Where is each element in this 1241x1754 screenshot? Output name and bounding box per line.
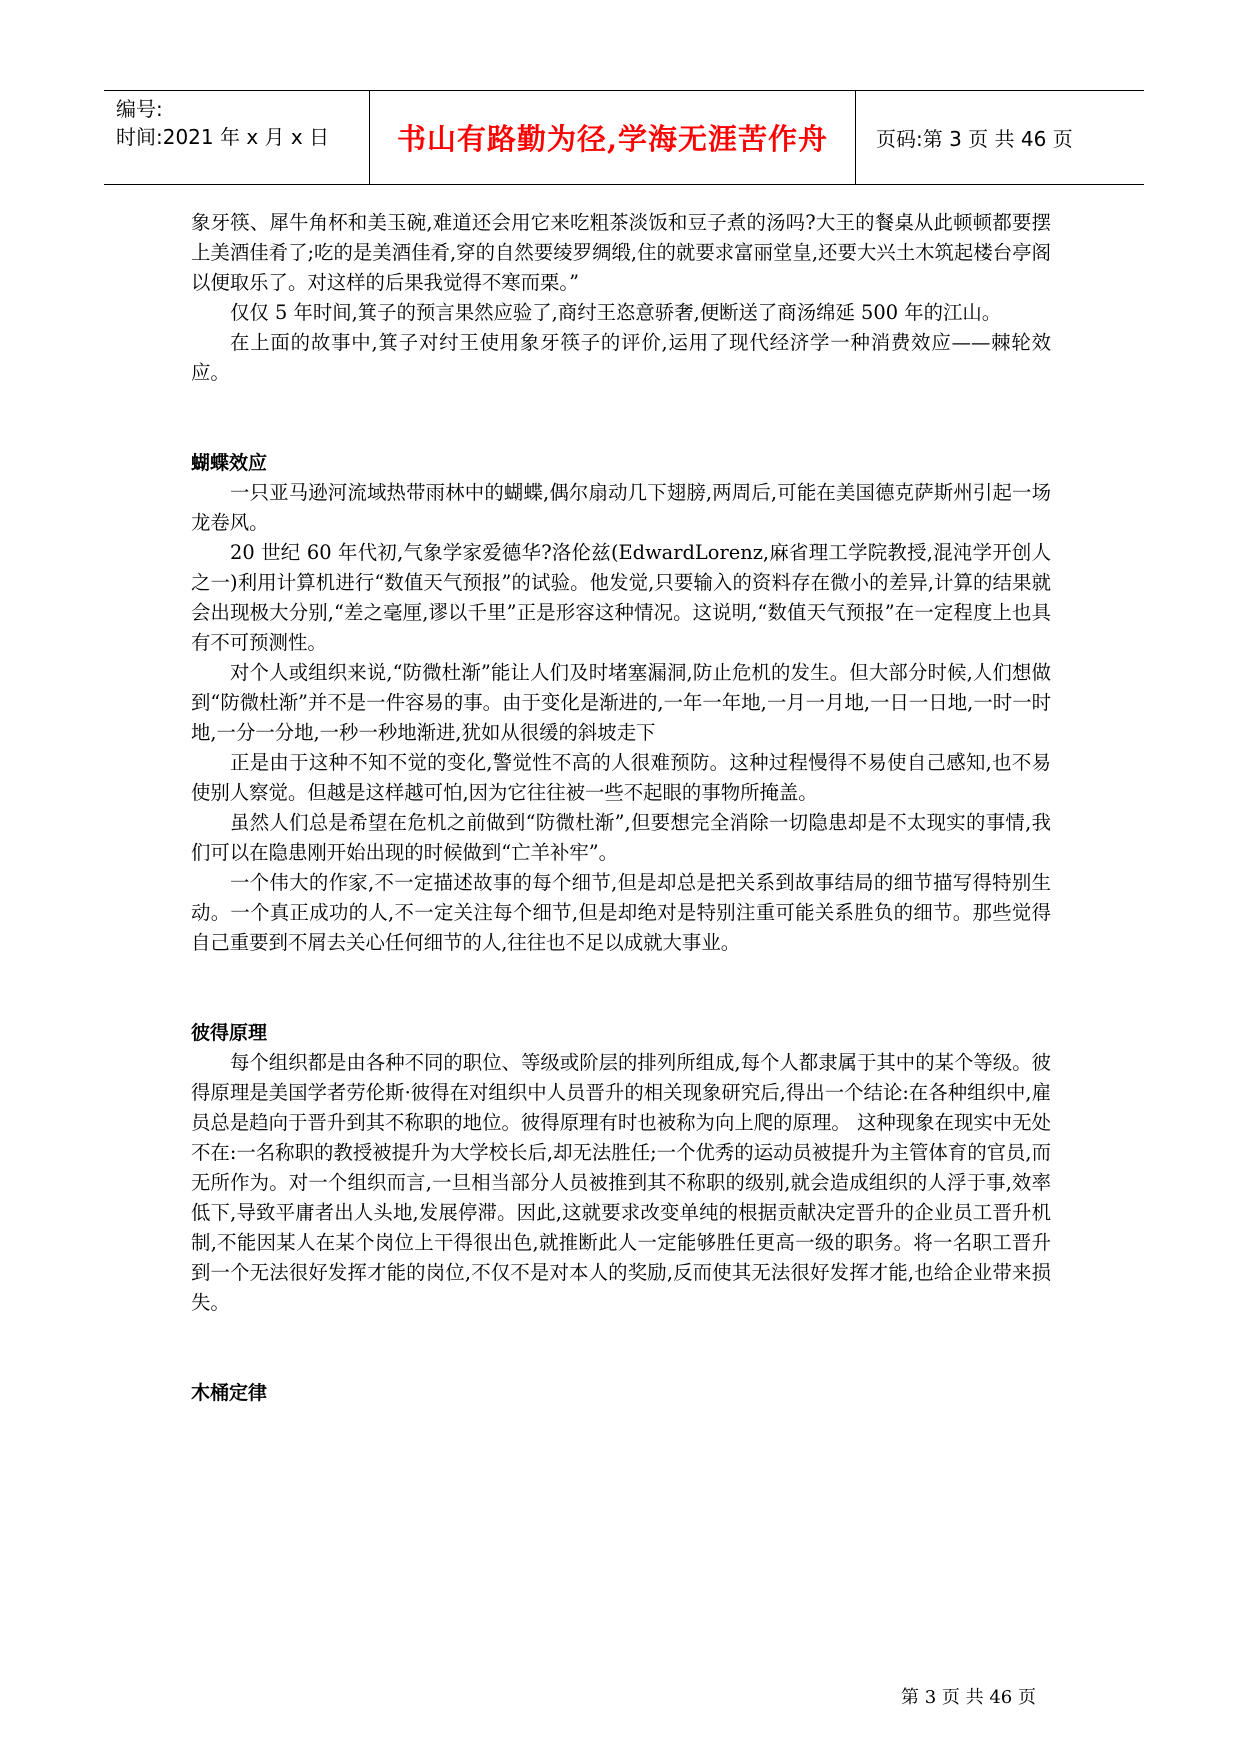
paragraph: 正是由于这种不知不觉的变化,警觉性不高的人很难预防。这种过程慢得不易使自己感知,也不易使别人察觉。但越是这样越可怕,因为它往往被一些不起眼的事物所掩盖。 [191, 751, 1051, 804]
header-left-cell [104, 91, 369, 184]
section-heading-butterfly: 蝴蝶效应 [191, 452, 268, 474]
document-body [191, 208, 1051, 1408]
section-heading-barrel: 木桶定律 [191, 1382, 268, 1404]
paragraph: 仅仅 5 年时间,箕子的预言果然应验了,商纣王恣意骄奢,便断送了商汤绵延 500 年的江山。 [230, 301, 1002, 324]
header-motto-cell [369, 91, 856, 184]
paragraph: 在上面的故事中,箕子对纣王使用象牙筷子的评价,运用了现代经济学一种消费效应——棘轮效应。 [191, 331, 1051, 384]
paragraph: 象牙筷、犀牛角杯和美玉碗,难道还会用它来吃粗茶淡饭和豆子煮的汤吗?大王的餐桌从此顿顿都要摆上美酒佳肴了;吃的是美酒佳肴,穿的自然要绫罗绸缎,住的就要求富丽堂皇,还要大兴土木筑起楼台亭阁以便取乐了。对这样的后果我觉得不寒而栗。” [191, 211, 1051, 294]
paragraph: 每个组织都是由各种不同的职位、等级或阶层的排列所组成,每个人都隶属于其中的某个等级。彼得原理是美国学者劳伦斯·彼得在对组织中人员晋升的相关现象研究后,得出一个结论:在各种组织中,雇员总是趋向于晋升到其不称职的地位。彼得原理有时也被称为向上爬的原理。 这种现象在现实中无处不在:一名称职的教授被提升为大学校长后,却无法胜任;一个优秀的运动员被提升为主管体育的官员,而无所作为。对一个组织而言,一旦相当部分人员被推到其不称职的级别,就会造成组织的人浮于事,效率低下,导致平庸者出人头地,发展停滞。因此,这就要求改变单纯的根据贡献决定晋升的企业员工晋升机制,不能因某人在某个岗位上干得很出色,就推断此人一定能够胜任更高一级的职务。将一名职工晋升到一个无法很好发挥才能的岗位,不仅不是对本人的奖励,反而使其无法很好发挥才能,也给企业带来损失。 [191, 1051, 1051, 1314]
date-label: 时间:2021 年 x 月 x 日 [116, 125, 330, 149]
paragraph: 一个伟大的作家,不一定描述故事的每个细节,但是却总是把关系到故事结局的细节描写得特别生动。一个真正成功的人,不一定关注每个细节,但是却绝对是特别注重可能关系胜负的细节。那些觉得自己重要到不屑去关心任何细节的人,往往也不足以成就大事业。 [191, 871, 1051, 954]
paragraph: 一只亚马逊河流域热带雨林中的蝴蝶,偶尔扇动几下翅膀,两周后,可能在美国德克萨斯州引起一场龙卷风。 [191, 481, 1051, 534]
header-table [104, 90, 1144, 185]
number-label: 编号: [116, 97, 163, 121]
header-page-cell [856, 91, 1144, 184]
paragraph: 虽然人们总是希望在危机之前做到“防微杜渐”,但要想完全消除一切隐患却是不太现实的事情,我们可以在隐患刚开始出现的时候做到“亡羊补牢”。 [191, 811, 1051, 864]
paragraph: 20 世纪 60 年代初,气象学家爱德华?洛伦兹(EdwardLorenz,麻省理工学院教授,混沌学开创人之一)利用计算机进行“数值天气预报”的试验。他发觉,只要输入的资料存在微小的差异,计算的结果就会出现极大分别,“差之毫厘,谬以千里”正是形容这种情况。这说明,“数值天气预报”在一定程度上也具有不可预测性。 [191, 541, 1051, 654]
section-heading-peter: 彼得原理 [191, 1022, 268, 1044]
page-label: 页码:第 3 页 共 46 页 [876, 127, 1073, 151]
paragraph: 对个人或组织来说,“防微杜渐”能让人们及时堵塞漏洞,防止危机的发生。但大部分时候,人们想做到“防微杜渐”并不是一件容易的事。由于变化是渐进的,一年一年地,一月一月地,一日一日地,一时一时地,一分一分地,一秒一秒地渐进,犹如从很缓的斜坡走下 [191, 661, 1051, 744]
motto: 书山有路勤为径,学海无涯苦作舟 [396, 122, 829, 156]
page-footer: 第 3 页 共 46 页 [901, 1687, 1036, 1708]
